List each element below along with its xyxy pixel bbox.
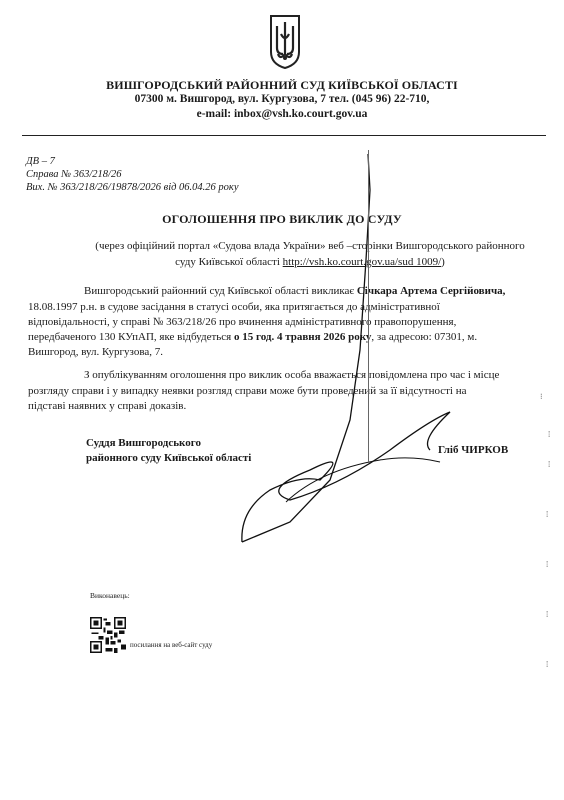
subtitle-prefix: суду Київської області	[175, 256, 283, 268]
executor-label: Виконавець:	[90, 591, 130, 600]
judge-position-line1: Суддя Вишгородського	[86, 437, 201, 449]
form-code: ДВ – 7	[26, 156, 55, 167]
summons-paragraph-line5: Вишгород, вул. Кургузова, 7.	[28, 346, 164, 358]
court-address: 07300 м. Вишгород, вул. Кургузова, 7 тел. (045 96) 22-710,	[134, 93, 430, 105]
subtitle-suffix: )	[441, 256, 445, 268]
edge-mark: ⁞	[548, 460, 551, 469]
edge-mark: ⁞	[546, 510, 549, 519]
handwritten-signature	[200, 150, 480, 550]
notice-paragraph-line2: розгляду справи і у випадку неявки розгляд справи може бути проведений за її відсутності на	[28, 385, 467, 397]
signature-vertical-stroke	[368, 150, 369, 462]
notice-paragraph-line3: підставі наявних у справі доказів.	[28, 400, 187, 412]
edge-mark: ⁞	[548, 430, 551, 439]
outgoing-number: Вих. № 363/218/26/19878/2026 від 06.04.26 року	[26, 182, 239, 193]
summons-paragraph-line2: 18.08.1997 р.н. в судове засідання в статусі особи, яка притягається до адміністративної	[28, 301, 440, 313]
edge-mark: ⁝	[540, 392, 543, 401]
qr-code-icon[interactable]	[90, 617, 126, 653]
summons-article: передбаченого 130 КУпАП, яке відбудеться	[28, 331, 234, 343]
judge-position-line2: районного суду Київської області	[86, 452, 252, 464]
header-divider	[22, 135, 546, 136]
edge-mark: ⁞	[546, 560, 549, 569]
case-number: Справа № 363/218/26	[26, 169, 122, 180]
court-website-link[interactable]: http://vsh.ko.court.gov.ua/sud 1009/	[282, 256, 442, 268]
edge-mark: ⁞	[546, 610, 549, 619]
subtitle-line1: (через офіційний портал «Судова влада України» веб –сторінки Вишгородського районного	[95, 240, 525, 252]
trident-coat-of-arms-icon	[268, 14, 302, 70]
judge-name: Гліб ЧИРКОВ	[438, 444, 509, 456]
court-email: e-mail: inbox@vsh.ko.court.gov.ua	[196, 108, 368, 120]
document-title: ОГОЛОШЕННЯ ПРО ВИКЛИК ДО СУДУ	[162, 212, 402, 226]
qr-caption: посилання на веб-сайт суду	[130, 641, 213, 649]
summons-address-start: , за адресою: 07301, м.	[371, 331, 478, 343]
hearing-datetime: о 15 год. 4 травня 2026 року	[233, 331, 372, 343]
edge-mark: ⁞	[546, 660, 549, 669]
summoned-person: Січкара Артема Сергійовича,	[356, 285, 506, 297]
court-name: ВИШГОРОДСЬКИЙ РАЙОННИЙ СУД КИЇВСЬКОЇ ОБЛАСТІ	[106, 78, 458, 92]
summons-paragraph-line3: відповідальності, у справі № 363/218/26 про вчинення адміністративного правопорушення,	[28, 316, 457, 328]
notice-paragraph-line1: З опублікуванням оголошення про виклик особа вважається повідомлена про час і місце	[84, 369, 500, 381]
summons-intro: Вишгородський районний суд Київської області викликає	[84, 285, 357, 297]
